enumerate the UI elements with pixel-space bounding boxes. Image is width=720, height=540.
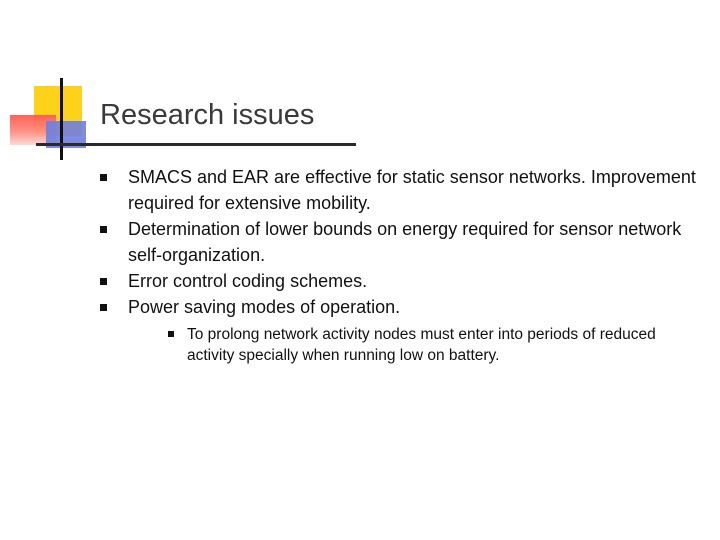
bullet-text: Power saving modes of operation. bbox=[128, 297, 401, 317]
sub-bullet-item bbox=[168, 324, 688, 366]
sub-bullet-text: To prolong network activity nodes must enter into periods of reduced activity specially when running low on battery. bbox=[187, 326, 656, 364]
slide-title: Research issues bbox=[100, 99, 315, 131]
bullet-item bbox=[100, 268, 700, 294]
bullet-text: Determination of lower bounds on energy required for sensor network self-organization. bbox=[128, 219, 682, 265]
title-underline bbox=[36, 143, 356, 146]
bullet-item bbox=[100, 294, 700, 366]
square-bullet-icon bbox=[100, 226, 107, 233]
bullet-text: SMACS and EAR are effective for static sensor networks. Improvement required for extensive mobility. bbox=[128, 167, 696, 213]
square-bullet-icon bbox=[100, 174, 107, 181]
bullet-list bbox=[100, 164, 700, 366]
decorative-vertical-line bbox=[60, 78, 63, 160]
square-bullet-icon bbox=[100, 304, 107, 311]
bullet-item bbox=[100, 164, 700, 216]
square-bullet-icon bbox=[100, 278, 107, 285]
sub-bullet-list bbox=[168, 324, 688, 366]
bullet-text: Error control coding schemes. bbox=[128, 271, 368, 291]
square-bullet-icon bbox=[168, 331, 174, 337]
bullet-item bbox=[100, 216, 700, 268]
